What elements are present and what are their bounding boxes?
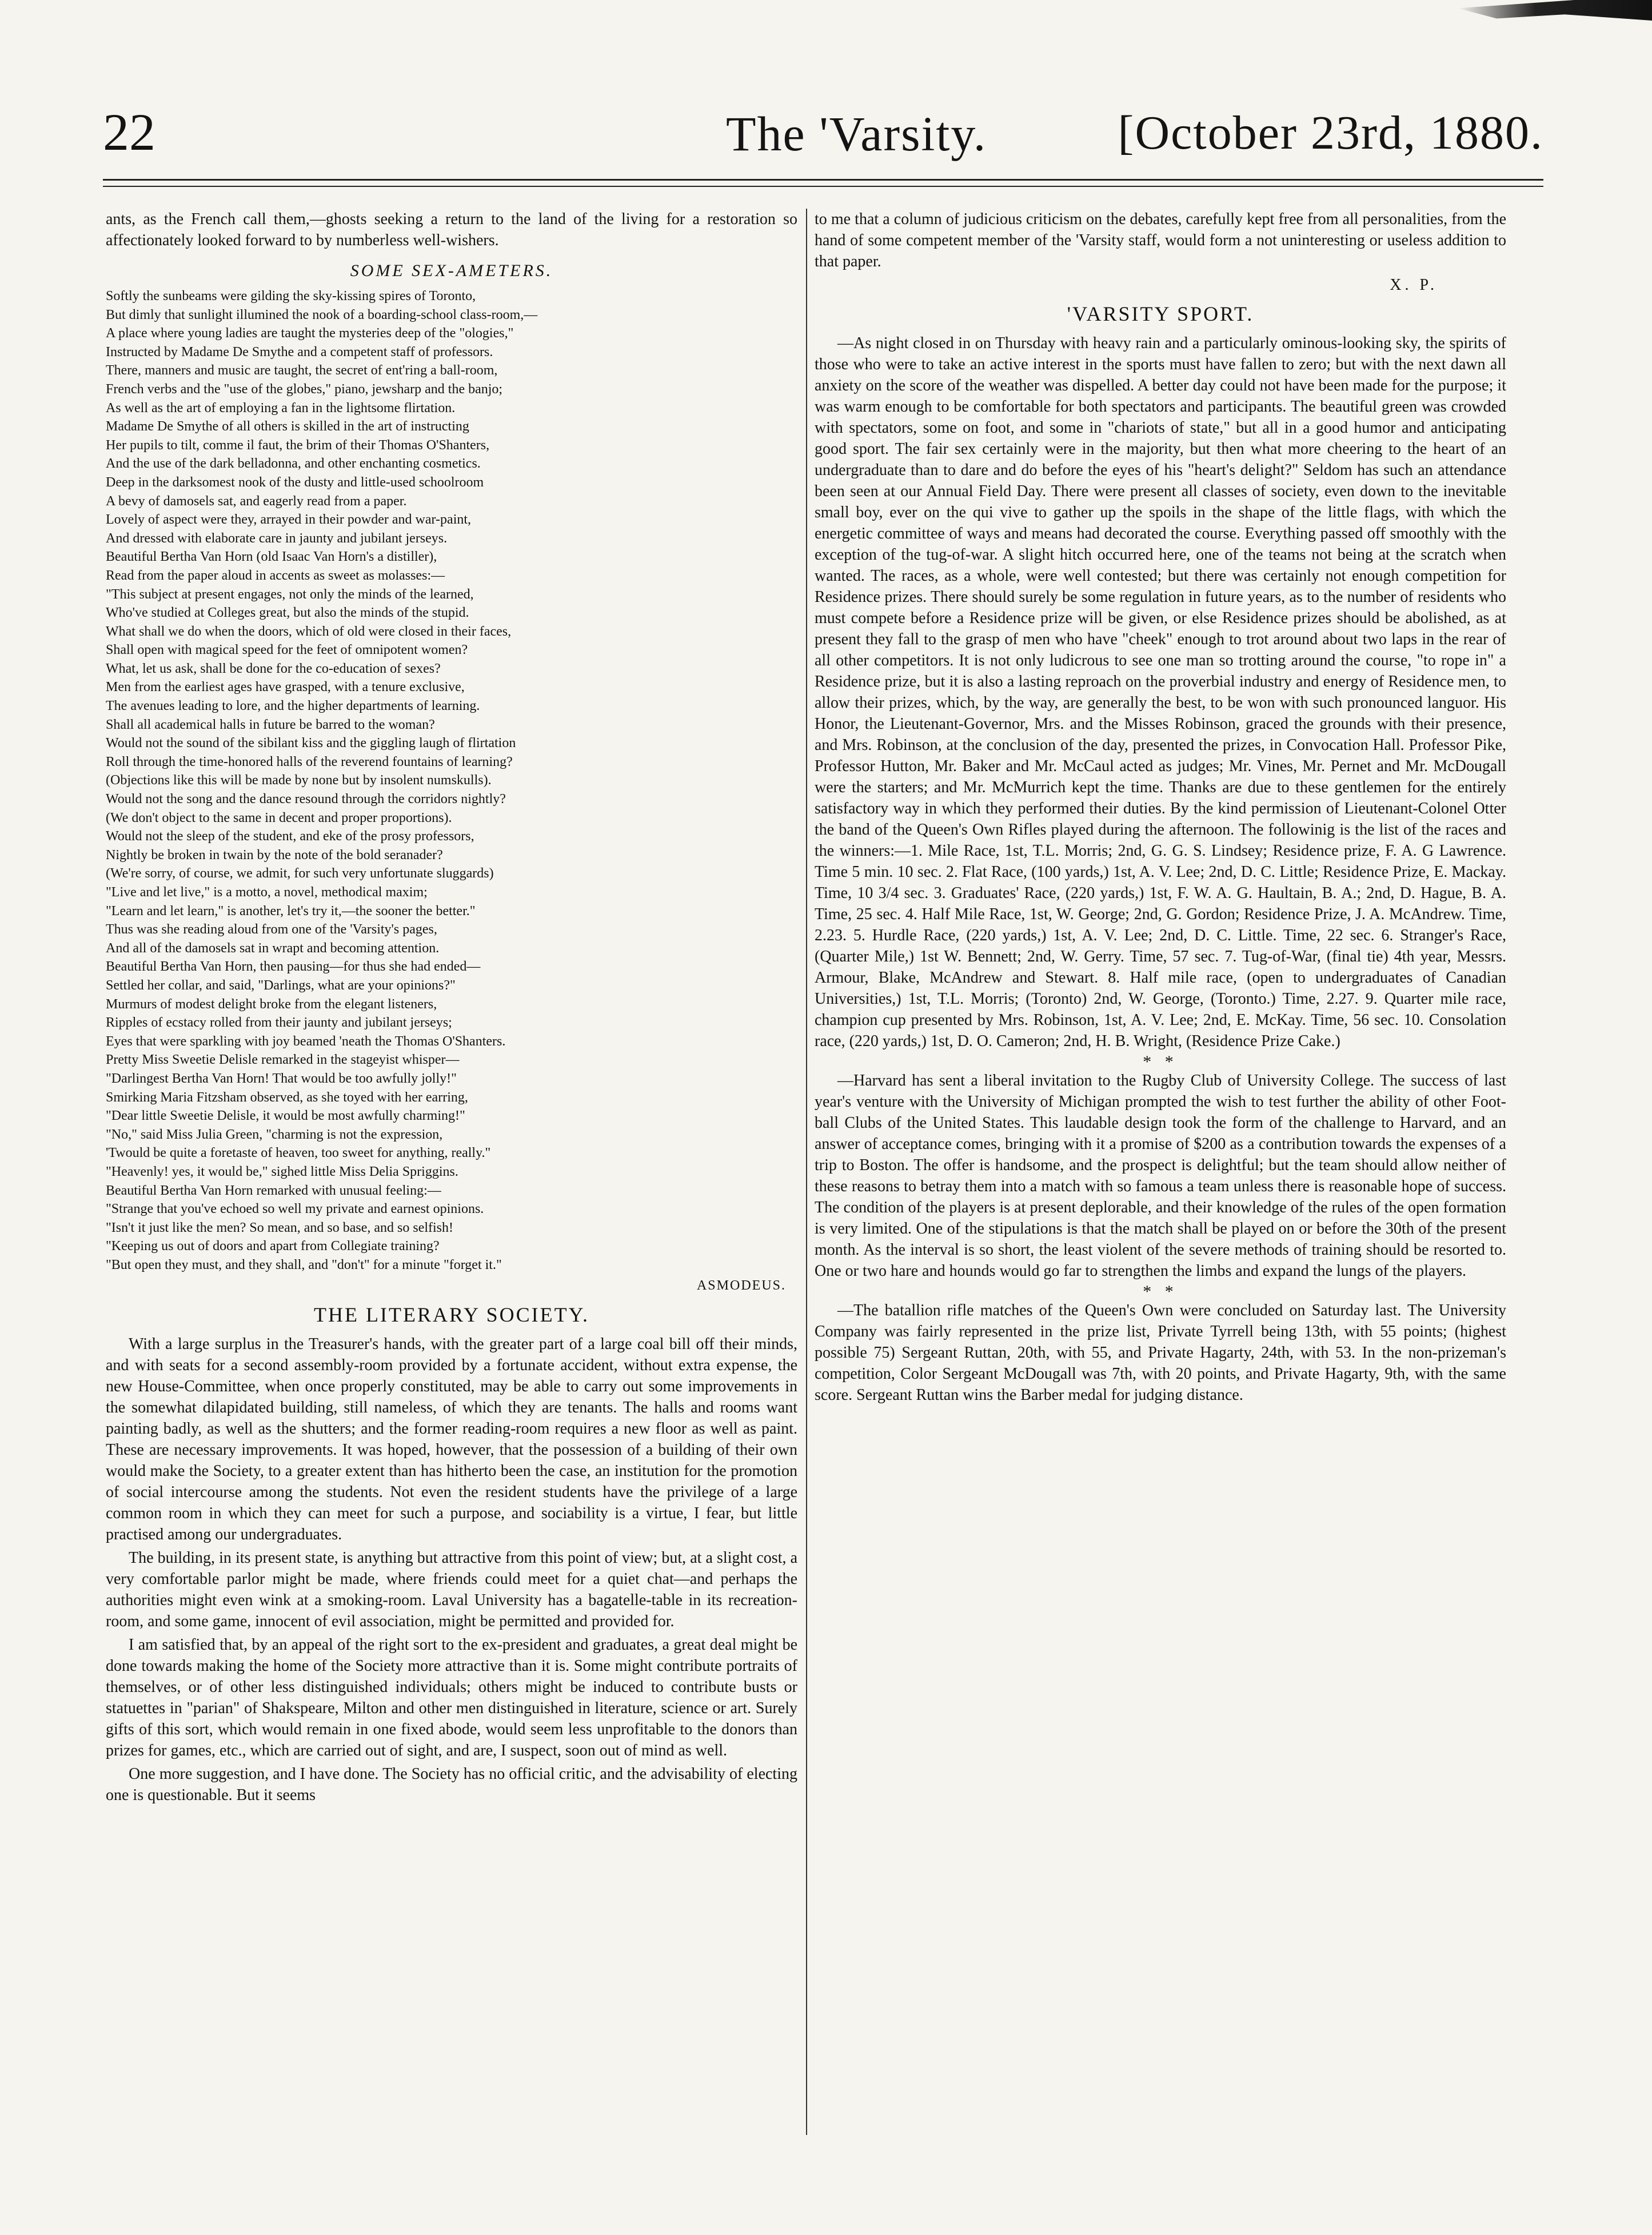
poem-line: Murmurs of modest delight broke from the elegant listeners, (106, 996, 437, 1012)
section-title-varsity-sport: 'VARSITY SPORT. (1067, 302, 1254, 325)
poem-line: Softly the sunbeams were gilding the sky-kissing spires of Toronto, (106, 289, 476, 304)
poem-line: Thus was she reading aloud from one of the 'Varsity's pages, (106, 922, 437, 937)
header-rule-thin (103, 186, 1543, 187)
page-header (103, 103, 1543, 180)
poem-line: Read from the paper aloud in accents as sweet as molasses:— (106, 568, 445, 583)
masthead-title: The 'Varsity. (726, 106, 987, 161)
poem-line: Smirking Maria Fitzsham observed, as she toyed with her earring, (106, 1089, 468, 1105)
poem-line: Beautiful Bertha Van Horn, then pausing—for thus she had ended— (106, 959, 481, 975)
column-divider (806, 209, 807, 2135)
poem-line: And the use of the dark belladonna, and other enchanting cosmetics. (106, 456, 481, 472)
poem-line: "Strange that you've echoed so well my private and earnest opinions. (106, 1202, 484, 1217)
poem-line: And all of the damosels sat in wrapt and becoming attention. (106, 940, 440, 956)
poem-line: Would not the song and the dance resound through the corridors nightly? (106, 792, 506, 807)
article-paragraph: One more suggestion, and I have done. The Society has no official critic, and the advisability of electing one is questionable. But it seems (106, 1765, 797, 1805)
poem-line: French verbs and the "use of the globes," piano, jewsharp and the banjo; (106, 381, 503, 397)
poem-line: "Dear little Sweetie Delisle, it would be most awfully charming!" (106, 1108, 465, 1124)
poem-title: SOME SEX-AMETERS. (350, 261, 553, 280)
article-paragraph: —The batallion rifle matches of the Queen's Own were concluded on Saturday last. The University Company was fairly represented in the prize list, Private Tyrrell being 13th, with 55 points; (highest possible 75) Sergeant Ruttan, 20th, with 55, and Private Hagarty, 24th, with 53. In the non-prizeman's competition, Color Sergeant McDougall was 7th, with 20 points, and Private Hagarty, 9th, with the same score. Sergeant Ruttan wins the Barber medal for judging distance. (815, 1302, 1506, 1404)
poem-line: (We're sorry, of course, we admit, for such very unfortunate sluggards) (106, 866, 494, 881)
poem-line: Pretty Miss Sweetie Delisle remarked in the stageyist whisper— (106, 1052, 460, 1068)
section-title-literary-society: THE LITERARY SOCIETY. (314, 1303, 589, 1327)
poem-line: (Objections like this will be made by none but by insolent numskulls). (106, 773, 492, 788)
poem-line: Would not the sleep of the student, and eke of the prosy professors, (106, 829, 474, 844)
poem-line: As well as the art of employing a fan in the lightsome flirtation. (106, 400, 456, 416)
poem-line: Deep in the darksomest nook of the dusty and little-used schoolroom (106, 474, 484, 490)
poem-line: "No," said Miss Julia Green, "charming is not the expression, (106, 1127, 443, 1142)
continued-text: ants, as the French call them,—ghosts seeking a return to the land of the living for a restoration so affectionately looked forward to by numberless well-wishers. (106, 210, 797, 249)
letter-signature: X. P. (1390, 276, 1438, 294)
poem-line: What, let us ask, shall be done for the co-education of sexes? (106, 661, 441, 676)
right-column (815, 209, 1506, 2141)
poem-line: "Keeping us out of doors and apart from Collegiate training? (106, 1239, 440, 1254)
page-number: 22 (103, 103, 155, 161)
poem-line: Instructed by Madame De Smythe and a competent staff of professors. (106, 344, 493, 360)
issue-date: [October 23rd, 1880. (1118, 106, 1543, 159)
poem-line: Roll through the time-honored halls of the reverend fountains of learning? (106, 754, 513, 769)
continued-text: to me that a column of judicious criticism on the debates, carefully kept free from all personalities, from the hand of some competent member of the 'Varsity staff, would form a not uninteresting or useless addition to that paper. (815, 210, 1506, 270)
scan-artifact (1458, 0, 1652, 21)
poem-signature: ASMODEUS. (696, 1278, 786, 1294)
article-paragraph: I am satisfied that, by an appeal of the right sort to the ex-president and graduates, a great deal might be done towards making the home of the Society more attractive than it is. Some might contribute portraits of themselves, or of other less distinguished individuals; others might be induced to contribute busts or statuettes in "parian" of Shakspeare, Milton and other men distinguished in literature, science or art. Surely gifts of this sort, which would remain in one fixed abode, would seem less unprofitable to the donors than prizes for games, etc., which are carried out of sight, and are, I suspect, soon out of mind as well. (106, 1636, 797, 1760)
poem-line: "But open they must, and they shall, and "don't" for a minute "forget it." (106, 1257, 502, 1272)
article-paragraph: With a large surplus in the Treasurer's hands, with the greater part of a large coal bill off their minds, and with seats for a second assembly-room provided by a fortunate accident, without extra expense, the new House-Committee, when once properly constituted, may be able to carry out some improvements in the somewhat dilapidated building, still nameless, of which they are tenants. The halls and rooms want painting badly, as well as the shutters; and the former reading-room requires a new floor as well as paint. These are necessary improvements. It was hoped, however, that the possession of a building of their own would make the Society, to a greater extent than has hitherto been the case, an institution for the promotion of social intercourse among the students. Not even the resident students have the privilege of a large common room in which they can meet for such a purpose, and sociability is a virtue, I fear, but little practised among our undergraduates. (106, 1335, 797, 1544)
poem-line: "Darlingest Bertha Van Horn! That would be too awfully jolly!" (106, 1071, 457, 1086)
article-paragraph: —Harvard has sent a liberal invitation to the Rugby Club of University College. The success of last year's venture with the University of Michigan prompted the wish to test further the ability of other Foot-ball Clubs of the United States. This laudable design took the form of the challenge to Harvard, and an answer of acceptance comes, bringing with it a promise of $200 as a contribution towards the expenses of a trip to Boston. The offer is handsome, and the prospect is delightful; but the team should allow neither of these reasons to betray them into a match with so famous a team unless there is reasonable hope of success. The condition of the players is at present deplorable, and their knowledge of the rules of the open formation is very limited. One of the stipulations is that the match shall be played on or before the 30th of the present month. As the interval is so short, the least violent of the severe methods of training should be resorted to. One or two hare and hounds would go far to strengthen the limbs and expand the lungs of the players. (815, 1072, 1506, 1280)
poem-line: Shall all academical halls in future be barred to the woman? (106, 717, 435, 732)
poem-line: Would not the sound of the sibilant kiss and the giggling laugh of flirtation (106, 736, 516, 751)
section-separator: * * (1143, 1282, 1178, 1301)
poem-line: Men from the earliest ages have grasped, with a tenure exclusive, (106, 680, 465, 695)
poem-line: Eyes that were sparkling with joy beamed 'neath the Thomas O'Shanters. (106, 1033, 506, 1049)
poem-line: (We don't object to the same in decent and proper proportions). (106, 810, 452, 825)
poem-line: Nightly be broken in twain by the note of the bold seranader? (106, 847, 443, 863)
article-paragraph: The building, in its present state, is anything but attractive from this point of view; but, at a slight cost, a very comfortable parlor might be made, where friends could meet for a quiet chat—and perhaps the authorities might even wink at a smoking-room. Laval University has a bagatelle-table in its recreation-room, and some game, innocent of evil association, might be permitted and provided for. (106, 1549, 797, 1631)
poem-line: Her pupils to tilt, comme il faut, the brim of their Thomas O'Shanters, (106, 437, 490, 453)
poem-line: Beautiful Bertha Van Horn (old Isaac Van Horn's a distiller), (106, 549, 437, 565)
header-rule (103, 179, 1543, 181)
left-column (106, 209, 797, 2141)
poem-line: There, manners and music are taught, the secret of ent'ring a ball-room, (106, 363, 498, 378)
poem-line: Lovely of aspect were they, arrayed in their powder and war-paint, (106, 512, 472, 528)
poem-line: "This subject at present engages, not only the minds of the learned, (106, 586, 474, 602)
poem-line: "Live and let live," is a motto, a novel, methodical maxim; (106, 885, 428, 900)
poem-line: "Isn't it just like the men? So mean, and so base, and so selfish! (106, 1220, 454, 1235)
article-paragraph: —As night closed in on Thursday with heavy rain and a particularly ominous-looking sky, the spirits of those who were to take an active interest in the sports must have fallen to zero; but with the next dawn all anxiety on the score of the weather was dispelled. A better day could not have been made for the purpose; it was warm enough to be comfortable for both spectators and participants. The beautiful green was crowded with spectators, some on foot, and some in "chariots of state," but all in a good humor and anticipating good sport. The fair sex certainly were in the majority, but then what more cheering to the heart of an undergraduate than to dare and do before the eyes of his "heart's delight?" Seldom has such an attendance been seen at our Annual Field Day. There were present all classes of society, even down to the inevitable small boy, ever on the qui vive to gather up the spoils in the shape of the little flags, with which the energetic committee of ways and means had decorated the course. Everything passed off smoothly with the exception of the tug-of-war. A slight hitch occurred here, one of the teams not being at the scratch when wanted. The races, as a whole, were well contested; but there was certainly not enough competition for Residence prizes. There should surely be some regulation in future years, as to the number of residents who must compete before a Residence prize will be given, or else Residence prizes should be abolished, as at present they fall to the grasp of men who have "cheek" enough to trot around about two laps in the rear of all other competitors. It is not only ludicrous to see one man so trotting around the course, "to rope in" a Residence prize, but it is also a lasting reproach on the proverbial industry and energy of Residence men, to allow their prizes, which, by the way, are generally the best, to be won with such pronounced languor. His Honor, the Lieutenant-Governor, Mrs. and the Misses Robinson, graced the grounds with their presence, and Mrs. Robinson, at the conclusion of the day, presented the prizes, in Convocation Hall. Professor Pike, Professor Hutton, Mr. Baker and Mr. McCaul acted as judges; Mr. Vines, Mr. Pernet and Mr. McDougall were the starters; and Mr. McMurrich kept the time. Thanks are due to these gentlemen for the entirely satisfactory way in which they performed their duties. By the kind permission of Lieutenant-Colonel Otter the band of the Queen's Own Rifles played during the afternoon. The followinig is the list of the races and the winners:—1. Mile Race, 1st, T.L. Morris; 2nd, G. G. S. Lindsey; Residence prize, F. A. G Lawrence. Time 5 min. 10 sec. 2. Flat Race, (100 yards,) 1st, A. V. Lee; 2nd, D. C. Little; Residence Prize, E. Mackay. Time, 10 3/4 sec. 3. Graduates' Race, (220 yards,) 1st, F. W. A. G. Haultain, B. A.; 2nd, D. Hague, B. A. Time, 25 sec. 4. Half Mile Race, 1st, W. George; 2nd, G. Gordon; Residence Prize, J. A. McAndrew. Time, 2.23. 5. Hurdle Race, (220 yards,) 1st, A. V. Lee; 2nd, D. C. Little. Time, 22 sec. 6. Stranger's Race, (Quarter Mile,) 1st W. Bennett; 2nd, W. Gerry. Time, 57 sec. 7. Tug-of-War, (final tie) 4th year, Messrs. Armour, Blake, McAndrew and Stewart. 8. Half mile race, (open to undergraduates of Canadian Universities,) 1st, T.L. Morris; (Toronto) 2nd, W. George, (Toronto.) Time, 2.27. 9. Quarter mile race, champion cup presented by Mrs. Robinson, 1st, A. V. Lee; 2nd, E. McKay. Time, 56 sec. 10. Consolation race, (220 yards,) 1st, D. O. Cameron; 2nd, H. B. Wright, (Residence Prize Cake.) (815, 334, 1506, 1050)
poem-line: Beautiful Bertha Van Horn remarked with unusual feeling:— (106, 1183, 441, 1198)
poem-line: Shall open with magical speed for the feet of omnipotent women? (106, 642, 468, 658)
poem (106, 287, 797, 1274)
poem-line: A bevy of damosels sat, and eagerly read from a paper. (106, 493, 407, 509)
poem-line: What shall we do when the doors, which of old were closed in their faces, (106, 624, 512, 639)
poem-line: A place where young ladies are taught the mysteries deep of the "ologies," (106, 326, 514, 341)
poem-line: "Heavenly! yes, it would be," sighed little Miss Delia Spriggins. (106, 1164, 458, 1179)
poem-line: And dressed with elaborate care in jaunty and jubilant jerseys. (106, 530, 448, 546)
poem-line: Who've studied at Colleges great, but also the minds of the stupid. (106, 605, 469, 621)
poem-line: The avenues leading to lore, and the higher departments of learning. (106, 699, 480, 714)
section-separator: * * (1143, 1052, 1178, 1071)
poem-line: But dimly that sunlight illumined the nook of a boarding-school class-room,— (106, 307, 538, 322)
poem-line: Madame De Smythe of all others is skilled in the art of instructing (106, 419, 469, 434)
poem-line: "Learn and let learn," is another, let's try it,—the sooner the better." (106, 903, 476, 919)
poem-line: Settled her collar, and said, "Darlings, what are your opinions?" (106, 977, 456, 993)
poem-line: Ripples of ecstacy rolled from their jaunty and jubilant jerseys; (106, 1015, 452, 1031)
poem-line: 'Twould be quite a foretaste of heaven, too sweet for anything, really." (106, 1146, 491, 1161)
